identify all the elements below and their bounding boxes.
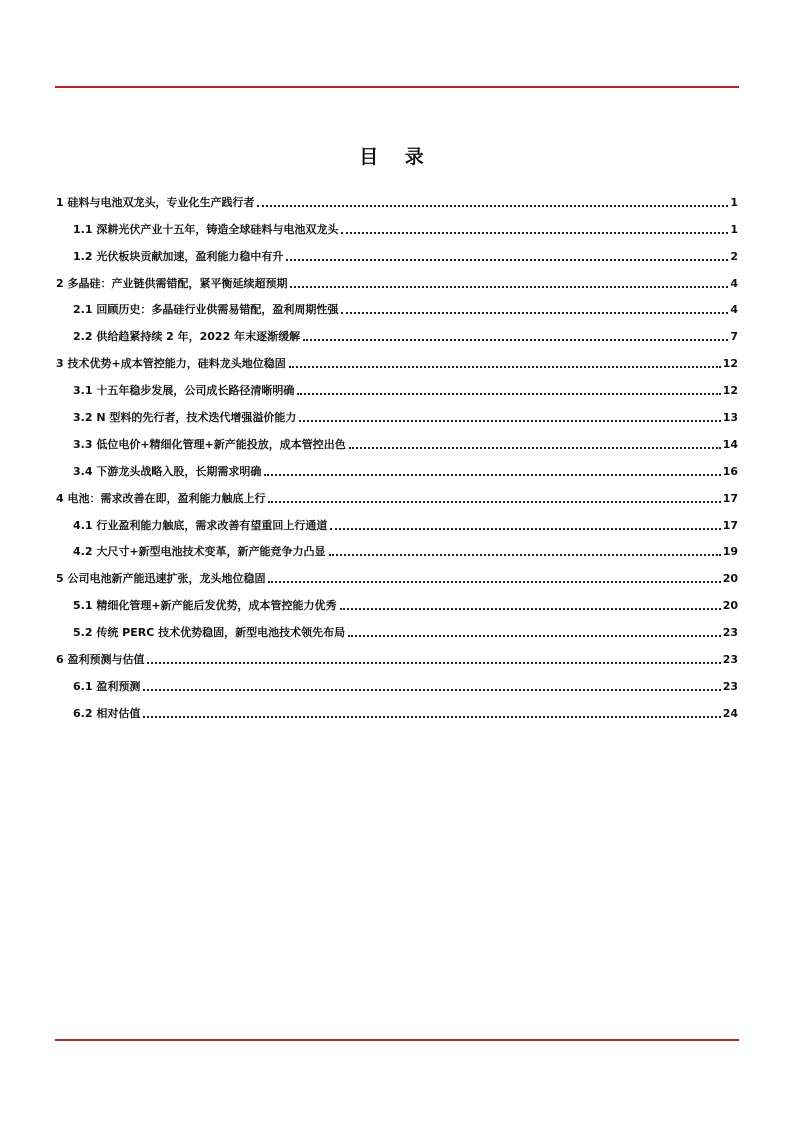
- toc-subsection-entry[interactable]: [56, 291, 738, 318]
- toc-page-number: 17: [722, 491, 738, 505]
- toc-dot-leader: [143, 716, 720, 718]
- toc-subsection-entry[interactable]: [56, 506, 738, 533]
- toc-page-number: 23: [722, 653, 738, 667]
- toc-dot-leader: [330, 528, 720, 530]
- toc-page-number: 17: [722, 518, 738, 532]
- toc-dot-leader: [147, 662, 720, 664]
- toc-section-entry[interactable]: [56, 344, 738, 371]
- toc-entry-label: 3.4 下游龙头战略入股，长期需求明确: [73, 464, 262, 478]
- toc-dot-leader: [340, 608, 721, 610]
- toc-subsection-entry[interactable]: [56, 425, 738, 452]
- toc-page-number: 14: [722, 437, 738, 451]
- toc-subsection-entry[interactable]: [56, 237, 738, 264]
- toc-entry-label: 1 硅料与电池双龙头，专业化生产践行者: [56, 195, 255, 209]
- toc-subsection-entry[interactable]: [56, 694, 738, 721]
- toc-entry-label: 5 公司电池新产能迅速扩张，龙头地位稳固: [56, 572, 266, 586]
- toc-entry-label: 4 电池：需求改善在即，盈利能力触底上行: [56, 491, 266, 505]
- toc-dot-leader: [257, 205, 728, 207]
- table-of-contents: [56, 183, 738, 721]
- toc-subsection-entry[interactable]: [56, 398, 738, 425]
- toc-page-number: 16: [722, 464, 738, 478]
- toc-subsection-entry[interactable]: [56, 533, 738, 560]
- toc-subsection-entry[interactable]: [56, 586, 738, 613]
- toc-section-entry[interactable]: [56, 559, 738, 586]
- toc-dot-leader: [299, 420, 720, 422]
- toc-page-number: 4: [730, 276, 738, 290]
- toc-entry-label: 2.2 供给趋紧持续 2 年，2022 年末逐渐缓解: [73, 330, 301, 344]
- toc-entry-label: 3.3 低位电价+精细化管理+新产能投放，成本管控出色: [73, 437, 346, 451]
- toc-dot-leader: [303, 339, 728, 341]
- toc-subsection-entry[interactable]: [56, 317, 738, 344]
- toc-subsection-entry[interactable]: [56, 613, 738, 640]
- toc-dot-leader: [286, 259, 728, 261]
- toc-entry-label: 4.2 大尺寸+新型电池技术变革，新产能竞争力凸显: [73, 545, 326, 559]
- toc-page-number: 12: [722, 357, 738, 371]
- toc-dot-leader: [268, 501, 720, 503]
- toc-page-number: 24: [722, 706, 738, 720]
- toc-subsection-entry[interactable]: [56, 371, 738, 398]
- toc-section-entry[interactable]: [56, 183, 738, 210]
- toc-page-number: 20: [722, 572, 738, 586]
- toc-page-number: 20: [722, 599, 738, 613]
- toc-entry-label: 6.2 相对估值: [73, 706, 141, 720]
- toc-title: 目 录: [359, 146, 434, 168]
- toc-section-entry[interactable]: [56, 640, 738, 667]
- toc-page-number: 4: [730, 303, 738, 317]
- toc-subsection-entry[interactable]: [56, 452, 738, 479]
- toc-entry-label: 3 技术优势+成本管控能力，硅料龙头地位稳固: [56, 357, 286, 371]
- toc-page-number: 1: [730, 195, 738, 209]
- toc-entry-label: 3.1 十五年稳步发展，公司成长路径清晰明确: [73, 384, 295, 398]
- toc-dot-leader: [289, 366, 721, 368]
- toc-dot-leader: [297, 393, 720, 395]
- toc-entry-label: 4.1 行业盈利能力触底，需求改善有望重回上行通道: [73, 518, 328, 532]
- toc-section-entry[interactable]: [56, 264, 738, 291]
- toc-entry-label: 2 多晶硅：产业链供需错配，紧平衡延续超预期: [56, 276, 288, 290]
- toc-page-number: 23: [722, 679, 738, 693]
- toc-dot-leader: [341, 232, 728, 234]
- toc-page-number: 1: [730, 222, 738, 236]
- toc-page-number: 12: [722, 384, 738, 398]
- toc-entry-label: 6 盈利预测与估值: [56, 653, 145, 667]
- toc-dot-leader: [349, 447, 721, 449]
- toc-subsection-entry[interactable]: [56, 210, 738, 237]
- toc-dot-leader: [341, 312, 728, 314]
- toc-entry-label: 5.2 传统 PERC 技术优势稳固，新型电池技术领先布局: [73, 626, 346, 640]
- toc-dot-leader: [264, 474, 720, 476]
- toc-page-number: 19: [722, 545, 738, 559]
- toc-entry-label: 3.2 N 型料的先行者，技术迭代增强溢价能力: [73, 411, 297, 425]
- toc-entry-label: 2.1 回顾历史：多晶硅行业供需易错配，盈利周期性强: [73, 303, 339, 317]
- toc-page-number: 23: [722, 626, 738, 640]
- toc-dot-leader: [268, 581, 720, 583]
- toc-page-number: 2: [730, 249, 738, 263]
- toc-dot-leader: [290, 286, 728, 288]
- toc-entry-label: 6.1 盈利预测: [73, 679, 141, 693]
- toc-subsection-entry[interactable]: [56, 667, 738, 694]
- toc-page-number: 7: [730, 330, 738, 344]
- toc-page-number: 13: [722, 411, 738, 425]
- toc-dot-leader: [329, 554, 721, 556]
- toc-dot-leader: [143, 689, 720, 691]
- header-rule: [55, 86, 739, 88]
- toc-entry-label: 1.1 深耕光伏产业十五年，铸造全球硅料与电池双龙头: [73, 222, 339, 236]
- toc-dot-leader: [348, 635, 721, 637]
- toc-section-entry[interactable]: [56, 479, 738, 506]
- toc-entry-label: 5.1 精细化管理+新产能后发优势，成本管控能力优秀: [73, 599, 337, 613]
- footer-rule: [55, 1039, 739, 1041]
- toc-entry-label: 1.2 光伏板块贡献加速，盈利能力稳中有升: [73, 249, 284, 263]
